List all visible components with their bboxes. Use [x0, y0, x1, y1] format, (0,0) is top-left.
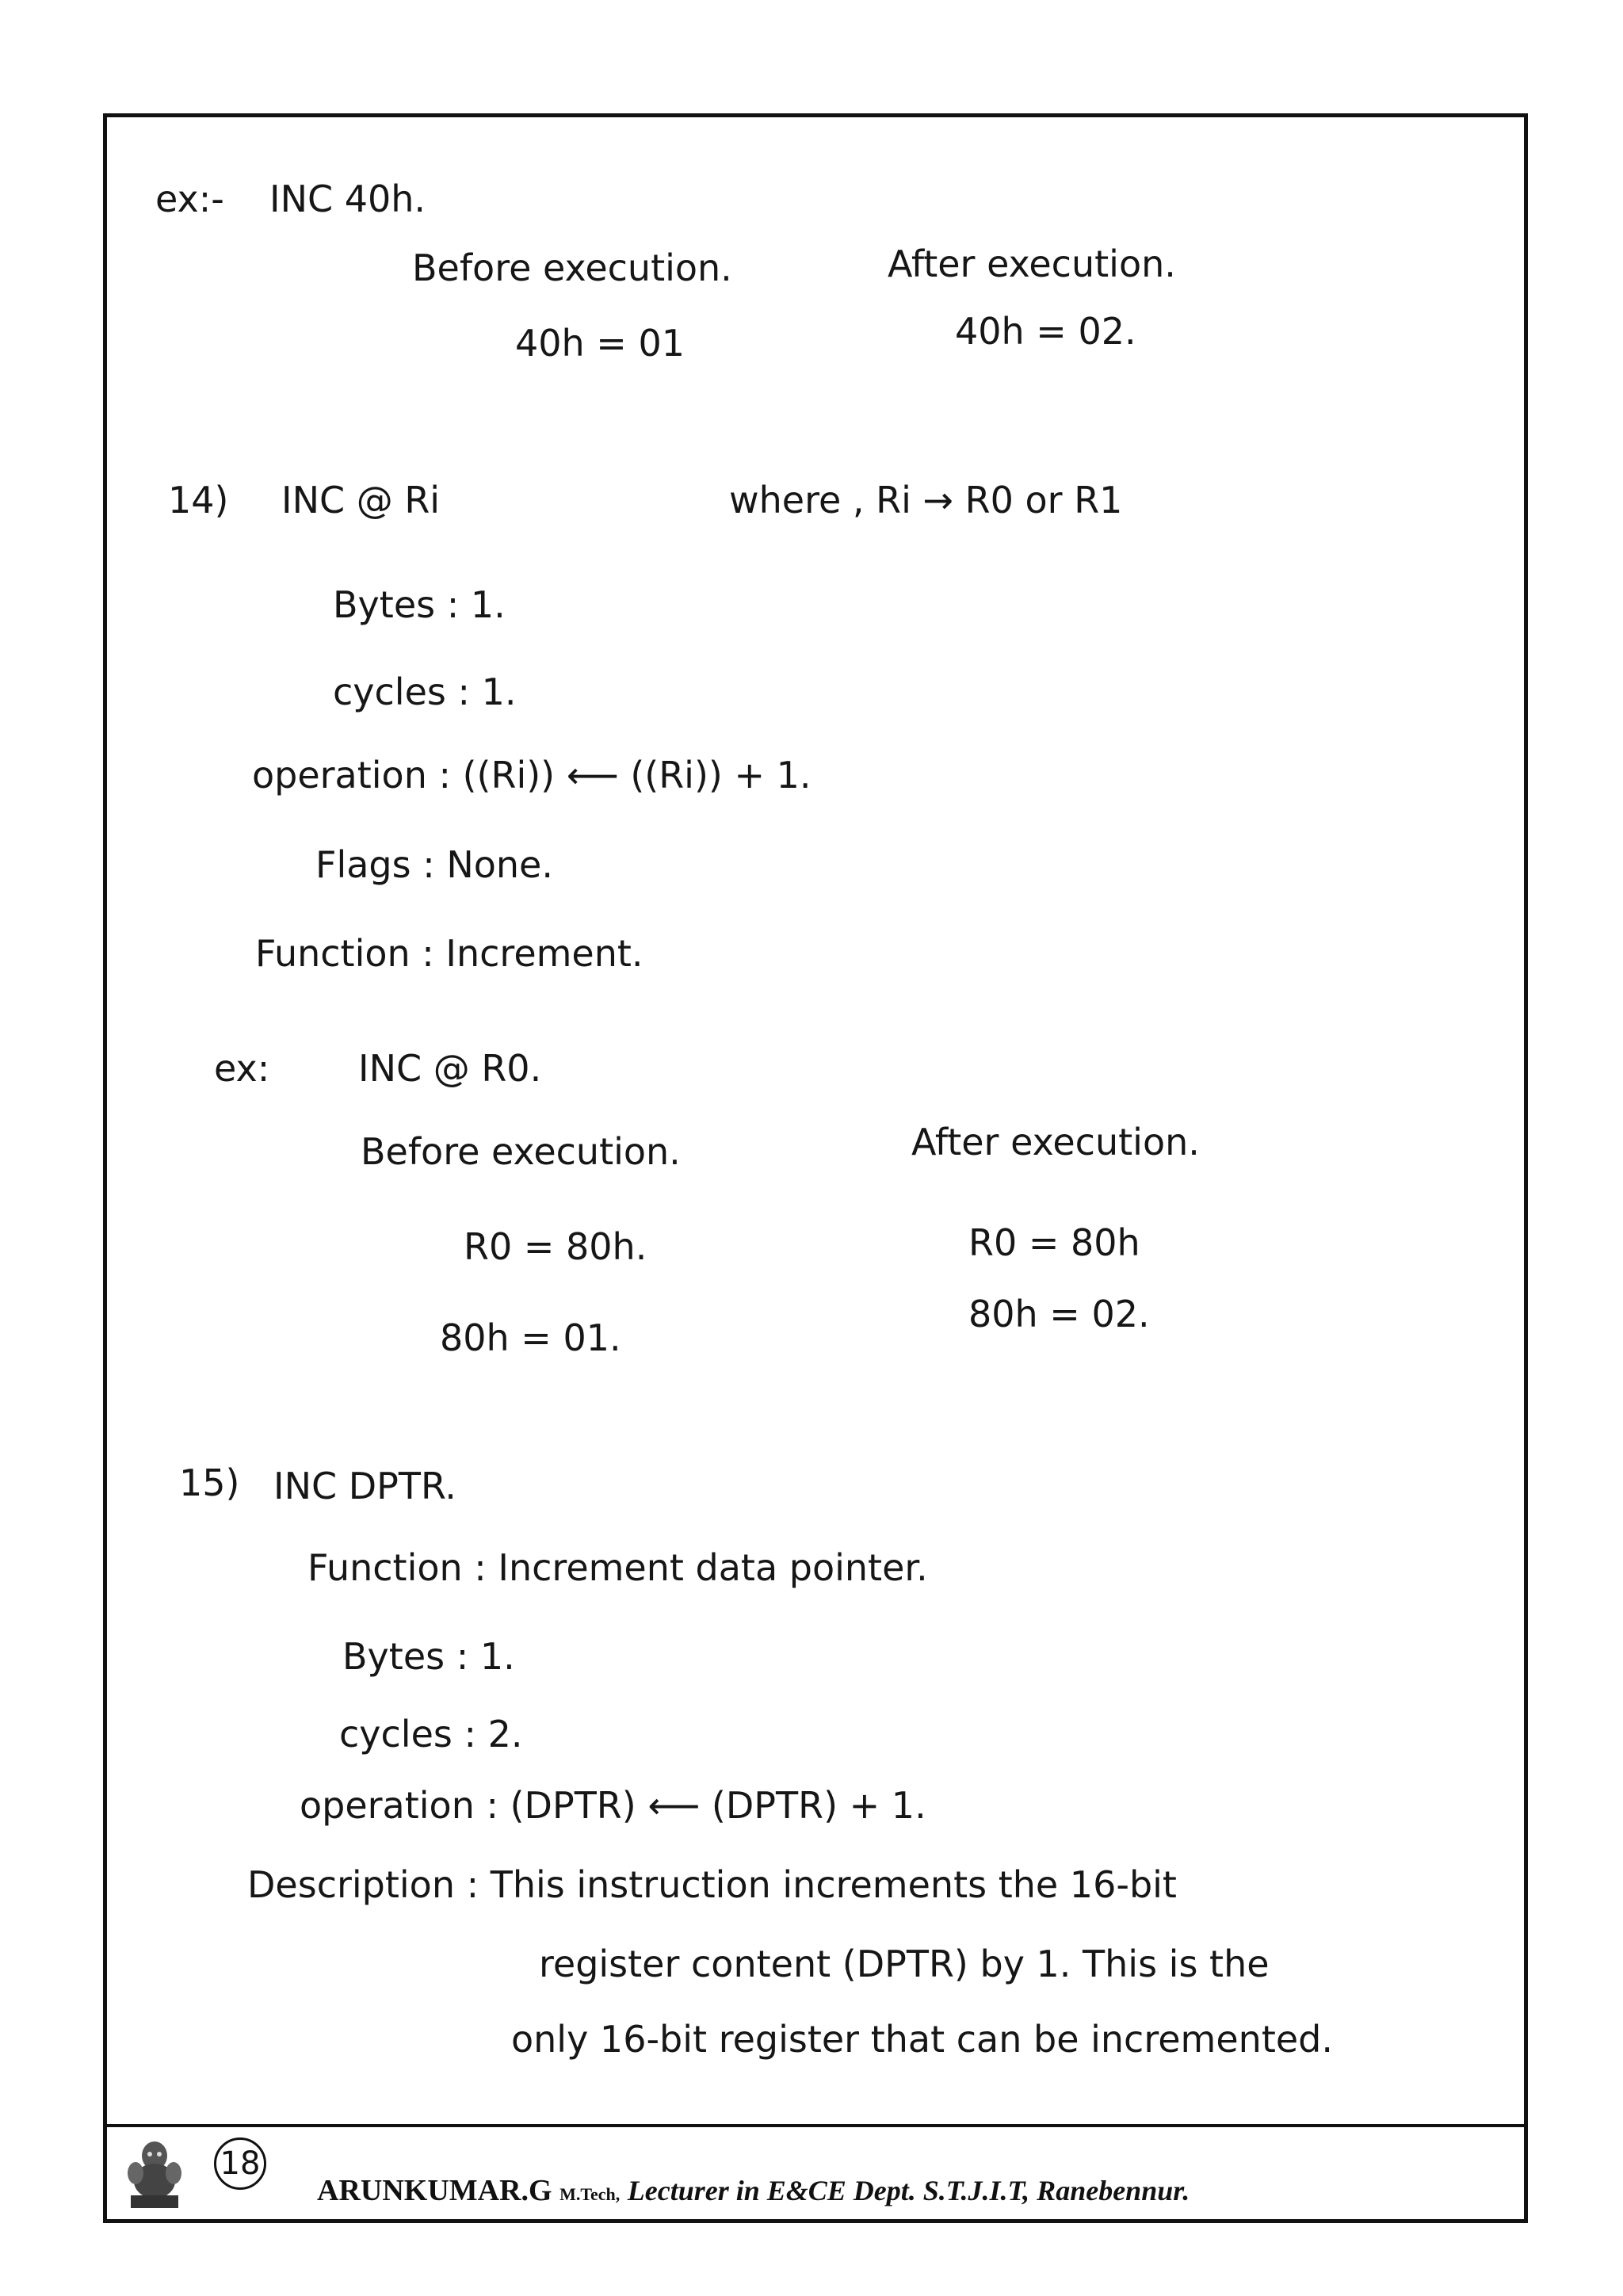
- example-label: ex:-: [155, 178, 224, 220]
- author-degree: M.Tech,: [559, 2184, 621, 2204]
- function-line: Function : Increment.: [255, 932, 643, 975]
- instruction-heading: INC @ Ri: [281, 479, 441, 521]
- item-number: 15): [179, 1461, 240, 1504]
- example-label: ex:: [214, 1047, 270, 1090]
- operation-line: operation : (DPTR) ⟵ (DPTR) + 1.: [300, 1784, 926, 1827]
- item-number: 14): [168, 479, 229, 521]
- after-value: 40h = 02.: [955, 310, 1136, 353]
- description-line-3: only 16-bit register that can be incremented.: [511, 2018, 1333, 2061]
- before-value: 40h = 01: [515, 322, 685, 365]
- cycles-line: cycles : 2.: [339, 1713, 523, 1755]
- example-instruction: INC 40h.: [269, 178, 426, 220]
- example-instruction: INC @ R0.: [358, 1047, 542, 1090]
- flags-line: Flags : None.: [315, 843, 553, 886]
- before-title: Before execution.: [412, 246, 732, 289]
- bytes-line: Bytes : 1.: [333, 583, 506, 626]
- before-r0: R0 = 80h.: [464, 1225, 647, 1268]
- bytes-line: Bytes : 1.: [342, 1635, 515, 1678]
- footer-divider: [103, 2124, 1528, 2127]
- before-memory: 80h = 01.: [440, 1316, 621, 1359]
- cycles-line: cycles : 1.: [333, 670, 517, 713]
- after-title: After execution.: [911, 1121, 1200, 1163]
- footer-credit: [317, 2173, 1190, 2208]
- description-line-2: register content (DPTR) by 1. This is the: [539, 1943, 1270, 1985]
- description-line-1: Description : This instruction increments the 16-bit: [247, 1863, 1177, 1906]
- page-number: 18: [214, 2137, 266, 2190]
- after-title: After execution.: [888, 243, 1176, 285]
- instruction-heading: INC DPTR.: [273, 1465, 456, 1507]
- after-memory: 80h = 02.: [968, 1293, 1150, 1335]
- after-r0: R0 = 80h: [968, 1221, 1140, 1264]
- author-name: ARUNKUMAR.G: [317, 2174, 552, 2207]
- function-line: Function : Increment data pointer.: [307, 1546, 928, 1589]
- deity-logo-icon: [115, 2134, 194, 2213]
- page-border: [103, 113, 1528, 2223]
- before-title: Before execution.: [361, 1130, 681, 1173]
- operation-line: operation : ((Ri)) ⟵ ((Ri)) + 1.: [252, 754, 812, 797]
- author-role: Lecturer in E&CE Dept. S.T.J.I.T, Ranebennur.: [627, 2175, 1190, 2206]
- where-note: where , Ri → R0 or R1: [729, 479, 1123, 521]
